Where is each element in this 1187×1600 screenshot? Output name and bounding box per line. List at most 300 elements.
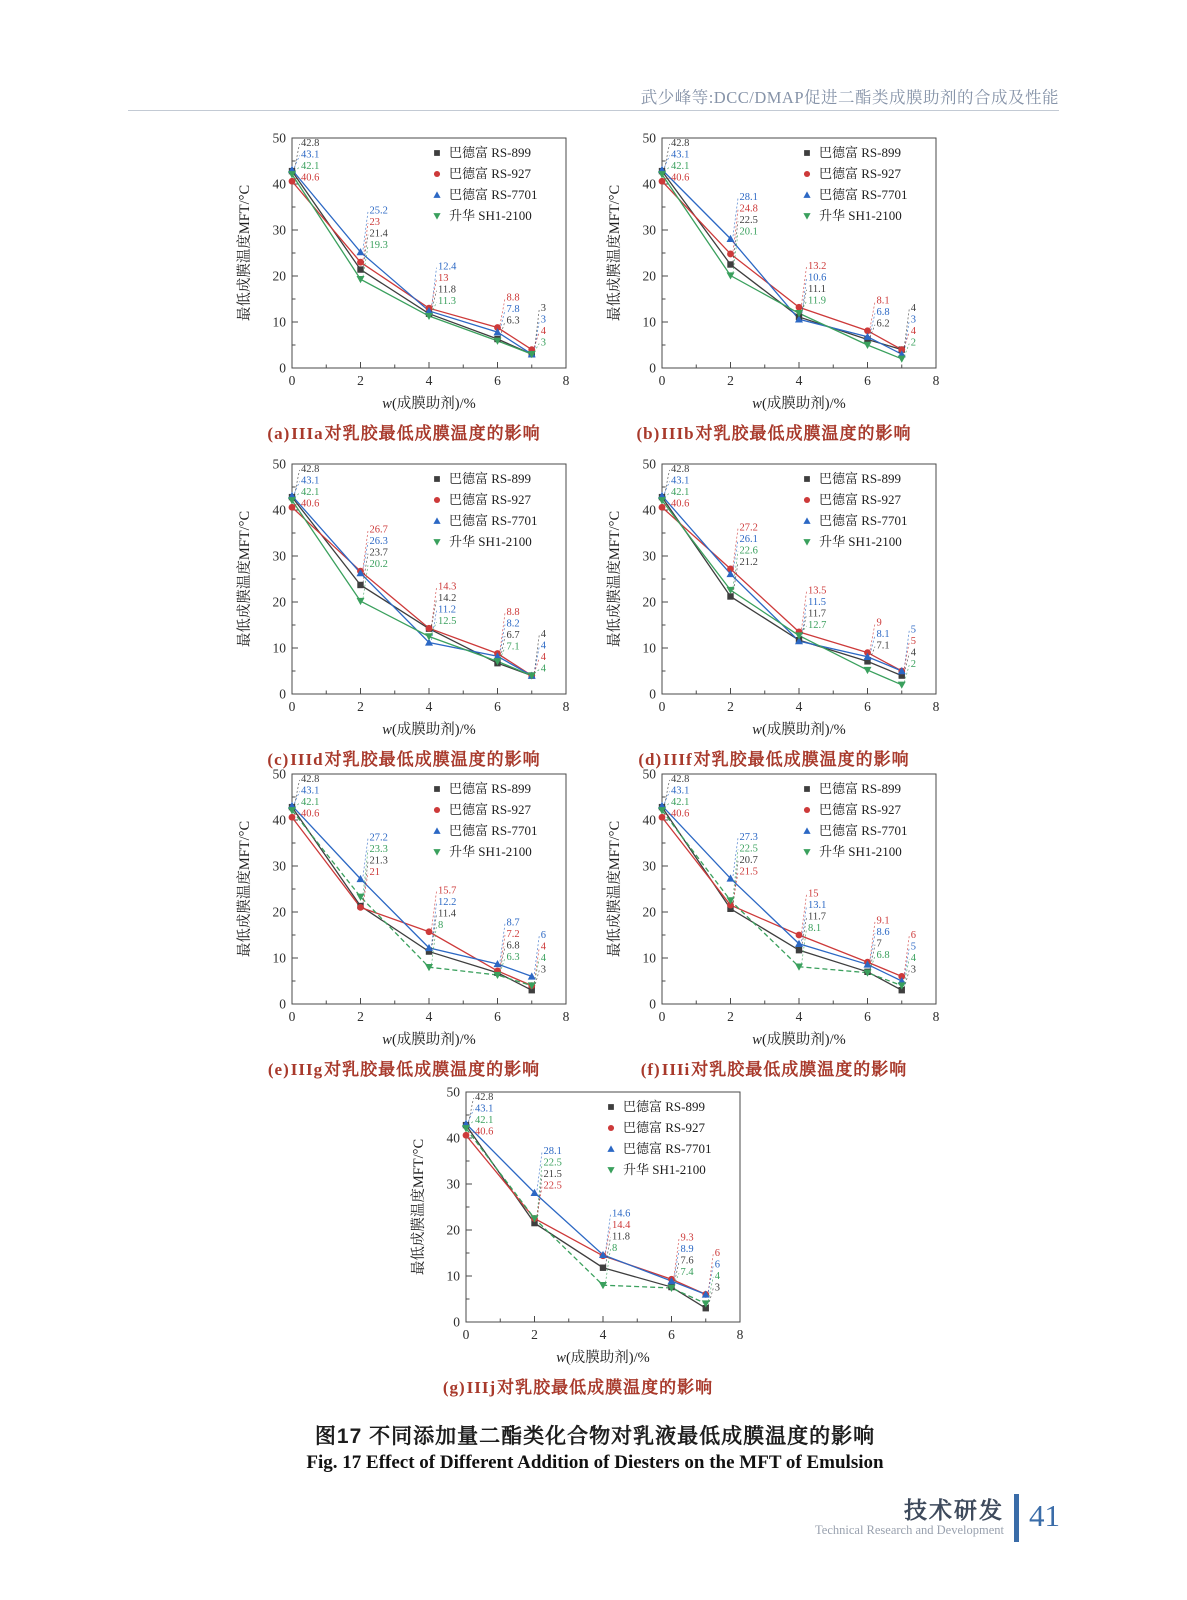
y-tick-label: 40 xyxy=(642,176,656,192)
data-label: 43.1 xyxy=(475,1103,494,1115)
y-axis-title: 最低成膜温度MFT/°C xyxy=(237,820,253,958)
data-label: 6.8 xyxy=(506,940,520,952)
y-tick-label: 20 xyxy=(642,594,656,610)
y-tick-label: 40 xyxy=(272,502,286,518)
marker-circle xyxy=(434,171,440,177)
data-label: 43.1 xyxy=(671,149,690,161)
y-tick-label: 10 xyxy=(272,640,286,656)
legend-item xyxy=(607,1162,705,1177)
y-axis-title: 最低成膜温度MFT/°C xyxy=(607,184,623,322)
data-label: 21.4 xyxy=(369,228,388,240)
marker-circle xyxy=(357,259,364,266)
data-label: 23.7 xyxy=(369,547,388,559)
y-axis-title: 最低成膜温度MFT/°C xyxy=(607,510,623,648)
data-label: 21.5 xyxy=(543,1169,562,1181)
legend-item xyxy=(607,1141,711,1156)
data-label: 11.1 xyxy=(808,283,826,295)
legend-item xyxy=(804,166,902,181)
panel-caption-a xyxy=(234,419,574,444)
data-label: 22.6 xyxy=(739,545,758,557)
y-tick-label: 10 xyxy=(272,950,286,966)
data-label: 8.1 xyxy=(876,629,890,641)
legend-item xyxy=(433,823,537,838)
data-label: 12.7 xyxy=(808,619,827,631)
x-axis-title: w(成膜助剂)/% xyxy=(752,396,846,412)
data-label: 9.3 xyxy=(680,1232,694,1244)
x-tick-label: 4 xyxy=(795,699,803,714)
chart-panel-a xyxy=(234,126,574,444)
legend-item xyxy=(804,802,902,817)
x-tick-label: 8 xyxy=(562,373,570,388)
data-label: 42.1 xyxy=(301,797,320,808)
y-axis-title: 最低成膜温度MFT/°C xyxy=(237,184,253,322)
chart-panel-b xyxy=(604,126,944,444)
data-label: 28.1 xyxy=(739,192,758,204)
y-axis-title: 最低成膜温度MFT/°C xyxy=(411,1138,427,1276)
legend-item xyxy=(608,1099,705,1114)
data-label: 27.2 xyxy=(369,832,388,844)
legend-item xyxy=(434,471,531,486)
data-label: 22.5 xyxy=(543,1180,562,1192)
x-tick-label: 4 xyxy=(425,699,433,714)
data-label: 7.1 xyxy=(876,640,890,652)
y-tick-label: 30 xyxy=(272,222,286,238)
data-label: 14.2 xyxy=(438,593,457,605)
data-label: 42.1 xyxy=(671,487,690,498)
x-tick-label: 4 xyxy=(425,1009,433,1024)
x-tick-label: 6 xyxy=(494,699,501,714)
legend-label: 巴德富 RS-7701 xyxy=(623,1141,712,1156)
figure-caption-en: Fig. 17 Effect of Different Addition of Diesters on the MFT of Emulsion xyxy=(306,1452,884,1473)
caption-compound-id: IIIb xyxy=(661,424,695,443)
data-label: 42.8 xyxy=(671,774,690,785)
data-label: 4 xyxy=(540,952,546,964)
y-tick-label: 40 xyxy=(446,1130,460,1146)
data-label: 11.4 xyxy=(438,908,456,920)
data-label: 13.1 xyxy=(808,900,827,911)
y-tick-label: 10 xyxy=(642,640,656,656)
data-label: 4 xyxy=(540,326,546,338)
data-label: 3 xyxy=(540,964,546,976)
y-tick-label: 10 xyxy=(642,314,656,330)
mft-chart-a xyxy=(234,126,574,418)
data-label: 8.1 xyxy=(808,923,822,934)
y-tick-label: 30 xyxy=(446,1176,460,1192)
data-label: 4 xyxy=(540,640,546,652)
data-label: 6.8 xyxy=(876,307,890,319)
x-tick-label: 0 xyxy=(288,373,296,388)
legend-label: 巴德富 RS-899 xyxy=(449,781,531,796)
x-tick-label: 0 xyxy=(288,699,296,714)
legend-item xyxy=(803,534,901,549)
legend-label: 巴德富 RS-7701 xyxy=(819,187,908,202)
data-label: 11.8 xyxy=(438,284,456,296)
x-tick-label: 8 xyxy=(562,1009,570,1024)
x-tick-label: 0 xyxy=(658,1009,666,1024)
data-label: 26.1 xyxy=(739,533,758,545)
caption-compound-id: IIIi xyxy=(661,1060,691,1079)
data-label: 12.2 xyxy=(438,896,457,908)
legend-label: 巴德富 RS-927 xyxy=(449,166,531,181)
data-label: 6.3 xyxy=(506,315,520,327)
legend-label: 巴德富 RS-927 xyxy=(449,802,531,817)
y-tick-label: 20 xyxy=(642,268,656,284)
legend-item xyxy=(803,844,901,859)
data-label: 12.4 xyxy=(438,261,457,273)
data-label: 42.8 xyxy=(671,138,690,149)
caption-text: 对乳胶最低成膜温度的影响 xyxy=(324,750,541,769)
marker-circle xyxy=(426,625,433,632)
x-axis-title: w(成膜助剂)/% xyxy=(752,1032,846,1048)
data-label: 11.7 xyxy=(808,608,826,620)
data-label: 8.6 xyxy=(876,927,890,939)
x-tick-label: 8 xyxy=(932,1009,940,1024)
x-axis-title: w(成膜助剂)/% xyxy=(752,722,846,738)
data-label: 12.5 xyxy=(438,616,457,628)
legend-label: 巴德富 RS-7701 xyxy=(449,513,538,528)
legend-item xyxy=(434,145,531,160)
legend-label: 巴德富 RS-927 xyxy=(819,802,901,817)
marker-circle xyxy=(796,932,803,939)
data-label: 7.4 xyxy=(680,1267,694,1279)
data-label: 43.1 xyxy=(301,785,320,797)
x-tick-label: 6 xyxy=(668,1327,675,1342)
y-tick-label: 20 xyxy=(272,904,286,920)
legend-item xyxy=(434,802,532,817)
data-label: 15 xyxy=(808,888,819,900)
data-label: 5 xyxy=(910,624,916,636)
marker-square xyxy=(434,786,440,792)
data-label: 15.7 xyxy=(438,885,457,897)
x-tick-label: 6 xyxy=(864,699,871,714)
page-footer xyxy=(600,1494,1060,1542)
data-label: 42.1 xyxy=(301,487,320,498)
data-label: 21.2 xyxy=(739,556,758,568)
data-label: 4 xyxy=(540,663,546,675)
data-label: 13.5 xyxy=(808,585,827,597)
caption-text: 对乳胶最低成膜温度的影响 xyxy=(324,424,541,443)
data-label: 6.8 xyxy=(876,950,890,962)
legend-label: 升华 SH1-2100 xyxy=(819,534,902,549)
data-label: 8.9 xyxy=(680,1244,694,1256)
y-tick-label: 50 xyxy=(272,766,286,782)
data-label: 42.1 xyxy=(671,797,690,808)
legend-item xyxy=(434,781,531,796)
legend-label: 升华 SH1-2100 xyxy=(449,534,532,549)
data-label: 8.2 xyxy=(506,618,520,630)
y-tick-label: 40 xyxy=(272,812,286,828)
data-label: 14.3 xyxy=(438,581,457,593)
marker-square xyxy=(804,786,810,792)
y-tick-label: 30 xyxy=(272,548,286,564)
data-label: 26.7 xyxy=(369,524,388,536)
marker-square xyxy=(357,266,363,272)
x-axis-title: w(成膜助剂)/% xyxy=(382,722,476,738)
footer-divider-bar xyxy=(1014,1494,1019,1542)
data-label: 4 xyxy=(910,647,916,659)
marker-circle xyxy=(434,497,440,503)
x-axis-title: w(成膜助剂)/% xyxy=(556,1350,650,1366)
data-label: 11.2 xyxy=(438,604,456,616)
figure-caption-zh: 图17 不同添加量二酯类化合物对乳液最低成膜温度的影响 xyxy=(314,1425,876,1448)
legend-label: 升华 SH1-2100 xyxy=(819,208,902,223)
caption-index: (f) xyxy=(640,1060,661,1079)
data-label: 42.1 xyxy=(301,161,320,172)
data-label: 11.7 xyxy=(808,911,826,923)
data-label: 3 xyxy=(714,1282,720,1294)
x-tick-label: 2 xyxy=(357,699,364,714)
marker-circle xyxy=(659,178,666,185)
mft-chart-e xyxy=(234,762,574,1054)
data-label: 14.6 xyxy=(612,1208,631,1220)
y-tick-label: 50 xyxy=(642,766,656,782)
legend-item xyxy=(804,471,901,486)
legend-item xyxy=(804,492,902,507)
marker-circle xyxy=(796,304,803,311)
data-label: 43.1 xyxy=(671,475,690,487)
chart-panel-c xyxy=(234,452,574,770)
x-tick-label: 2 xyxy=(357,373,364,388)
marker-square xyxy=(796,947,802,953)
marker-circle xyxy=(426,928,433,935)
data-label: 14.4 xyxy=(612,1219,631,1231)
caption-index: (g) xyxy=(442,1378,466,1397)
marker-square xyxy=(434,150,440,156)
x-tick-label: 6 xyxy=(494,373,501,388)
y-tick-label: 0 xyxy=(279,686,286,702)
x-tick-label: 4 xyxy=(795,1009,803,1024)
x-tick-label: 0 xyxy=(658,373,666,388)
marker-square xyxy=(434,476,440,482)
running-head: 武少峰等:DCC/DMAP促进二酯类成膜助剂的合成及性能 xyxy=(640,88,1059,107)
legend-label: 巴德富 RS-899 xyxy=(819,471,901,486)
legend-label: 升华 SH1-2100 xyxy=(819,844,902,859)
data-label: 2 xyxy=(910,659,916,670)
data-label: 9.1 xyxy=(876,915,890,927)
caption-compound-id: IIIj xyxy=(466,1378,497,1397)
legend-item xyxy=(804,781,901,796)
data-label: 8 xyxy=(612,1242,618,1254)
legend-item xyxy=(433,187,537,202)
marker-square xyxy=(600,1265,606,1271)
data-label: 42.8 xyxy=(671,464,690,475)
mft-chart-g xyxy=(408,1080,748,1372)
data-label: 42.1 xyxy=(475,1115,494,1126)
y-tick-label: 0 xyxy=(649,686,656,702)
data-label: 25.2 xyxy=(369,205,388,217)
data-label: 7 xyxy=(876,938,882,950)
caption-text: 对乳胶最低成膜温度的影响 xyxy=(695,424,912,443)
caption-text: 对乳胶最低成膜温度的影响 xyxy=(691,1060,908,1079)
x-tick-label: 8 xyxy=(736,1327,744,1342)
y-tick-label: 0 xyxy=(649,996,656,1012)
data-label: 4 xyxy=(540,941,546,953)
marker-circle xyxy=(659,814,666,821)
data-label: 27.3 xyxy=(739,831,758,843)
y-axis-title: 最低成膜温度MFT/°C xyxy=(607,820,623,958)
x-tick-label: 2 xyxy=(727,373,734,388)
y-tick-label: 50 xyxy=(446,1084,460,1100)
data-label: 4 xyxy=(540,629,546,641)
data-label: 6.7 xyxy=(506,630,520,642)
data-label: 21.3 xyxy=(369,855,388,867)
data-label: 42.8 xyxy=(301,138,320,149)
x-tick-label: 0 xyxy=(658,699,666,714)
y-tick-label: 20 xyxy=(272,268,286,284)
data-label: 22.5 xyxy=(739,215,758,227)
panel-caption-g xyxy=(408,1373,748,1398)
data-label: 6 xyxy=(714,1247,720,1259)
data-label: 40.6 xyxy=(475,1126,494,1138)
data-label: 3 xyxy=(910,964,916,976)
footer-section-en: Technical Research and Development xyxy=(815,1523,1004,1538)
legend-item xyxy=(608,1120,706,1135)
x-tick-label: 2 xyxy=(357,1009,364,1024)
y-tick-label: 50 xyxy=(642,456,656,472)
y-tick-label: 50 xyxy=(272,130,286,146)
caption-index: (a) xyxy=(267,424,291,443)
data-label: 11.5 xyxy=(808,596,826,608)
caption-index: (c) xyxy=(267,750,290,769)
y-tick-label: 10 xyxy=(642,950,656,966)
chart-panel-e xyxy=(234,762,574,1080)
data-label: 42.8 xyxy=(475,1092,494,1103)
y-tick-label: 30 xyxy=(642,858,656,874)
data-label: 8.7 xyxy=(506,917,520,929)
x-tick-label: 0 xyxy=(288,1009,296,1024)
data-label: 3 xyxy=(910,314,916,326)
legend-item xyxy=(803,513,907,528)
chart-panel-g xyxy=(408,1080,748,1398)
legend-label: 巴德富 RS-927 xyxy=(449,492,531,507)
caption-text: 对乳胶最低成膜温度的影响 xyxy=(693,750,910,769)
legend-item xyxy=(433,844,531,859)
legend-item xyxy=(433,534,531,549)
data-label: 11.9 xyxy=(808,295,826,307)
marker-circle xyxy=(727,251,734,258)
y-tick-label: 20 xyxy=(642,904,656,920)
y-tick-label: 10 xyxy=(272,314,286,330)
marker-circle xyxy=(463,1132,470,1139)
data-label: 2 xyxy=(910,337,916,349)
data-label: 27.2 xyxy=(739,522,758,534)
chart-panel-f xyxy=(604,762,944,1080)
page-number: 41 xyxy=(1029,1498,1060,1533)
y-tick-label: 20 xyxy=(272,594,286,610)
x-tick-label: 2 xyxy=(727,699,734,714)
legend-label: 巴德富 RS-7701 xyxy=(449,823,538,838)
data-label: 24.8 xyxy=(739,203,758,215)
y-tick-label: 0 xyxy=(453,1314,460,1330)
x-tick-label: 6 xyxy=(864,1009,871,1024)
legend-label: 巴德富 RS-899 xyxy=(819,781,901,796)
marker-circle xyxy=(804,807,810,813)
marker-circle xyxy=(659,504,666,511)
y-tick-label: 50 xyxy=(642,130,656,146)
x-tick-label: 2 xyxy=(727,1009,734,1024)
legend-item xyxy=(804,145,901,160)
data-label: 40.6 xyxy=(671,498,690,510)
data-label: 6 xyxy=(714,1259,720,1271)
data-label: 8.8 xyxy=(506,292,520,304)
data-label: 42.8 xyxy=(301,774,320,785)
data-label: 21.5 xyxy=(739,866,758,878)
caption-compound-id: IIId xyxy=(290,750,324,769)
y-tick-label: 0 xyxy=(279,996,286,1012)
legend-item xyxy=(803,823,907,838)
data-label: 42.8 xyxy=(301,464,320,475)
caption-compound-id: IIIg xyxy=(290,1060,324,1079)
x-tick-label: 8 xyxy=(932,373,940,388)
marker-square xyxy=(608,1104,614,1110)
data-label: 13.2 xyxy=(808,260,827,272)
marker-circle xyxy=(804,171,810,177)
marker-circle xyxy=(357,904,364,911)
y-tick-label: 10 xyxy=(446,1268,460,1284)
footer-section-zh: 技术研发 xyxy=(904,1496,1004,1523)
data-label: 3 xyxy=(540,303,546,315)
mft-chart-c xyxy=(234,452,574,744)
data-label: 6 xyxy=(910,929,916,941)
data-label: 3 xyxy=(540,314,546,326)
legend-label: 巴德富 RS-899 xyxy=(449,145,531,160)
caption-index: (e) xyxy=(267,1060,290,1079)
marker-square xyxy=(804,150,810,156)
data-label: 5 xyxy=(910,636,916,647)
data-label: 40.6 xyxy=(671,808,690,820)
y-tick-label: 40 xyxy=(272,176,286,192)
y-tick-label: 20 xyxy=(446,1222,460,1238)
legend-item xyxy=(434,492,532,507)
data-label: 4 xyxy=(910,303,916,315)
legend-label: 巴德富 RS-927 xyxy=(819,166,901,181)
x-tick-label: 6 xyxy=(494,1009,501,1024)
data-label: 43.1 xyxy=(301,475,320,487)
data-label: 42.1 xyxy=(671,161,690,172)
data-label: 23 xyxy=(369,217,380,229)
legend-label: 巴德富 RS-899 xyxy=(819,145,901,160)
x-tick-label: 4 xyxy=(599,1327,607,1342)
mft-chart-f xyxy=(604,762,944,1054)
data-label: 20.1 xyxy=(739,226,758,238)
data-label: 8.8 xyxy=(506,607,520,619)
data-label: 4 xyxy=(910,326,916,338)
data-label: 43.1 xyxy=(671,785,690,797)
marker-circle xyxy=(289,178,296,185)
data-label: 7.2 xyxy=(506,928,520,940)
data-label: 40.6 xyxy=(301,172,320,184)
y-tick-label: 30 xyxy=(272,858,286,874)
chart-panel-d xyxy=(604,452,944,770)
data-label: 6.2 xyxy=(876,318,890,330)
x-axis-title: w(成膜助剂)/% xyxy=(382,1032,476,1048)
data-label: 22.5 xyxy=(543,1157,562,1169)
data-label: 8.1 xyxy=(876,295,890,307)
data-label: 22.5 xyxy=(739,843,758,855)
caption-text: 对乳胶最低成膜温度的影响 xyxy=(497,1378,714,1397)
data-label: 26.3 xyxy=(369,536,388,548)
caption-compound-id: IIIa xyxy=(291,424,324,443)
x-tick-label: 4 xyxy=(425,373,433,388)
marker-square xyxy=(357,582,363,588)
legend-label: 巴德富 RS-899 xyxy=(449,471,531,486)
marker-circle xyxy=(804,497,810,503)
legend-item xyxy=(433,513,537,528)
data-label: 11.3 xyxy=(438,296,456,308)
data-label: 7.6 xyxy=(680,1255,694,1267)
legend-label: 巴德富 RS-927 xyxy=(623,1120,705,1135)
data-label: 9 xyxy=(876,617,882,629)
